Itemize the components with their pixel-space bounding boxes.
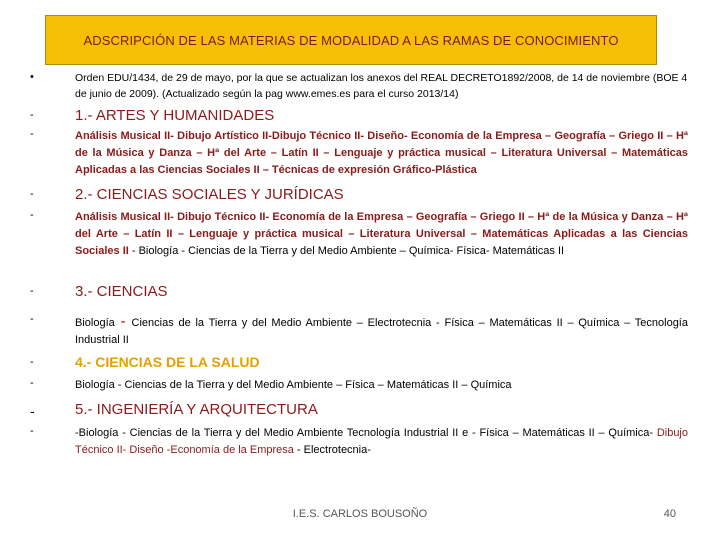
section-4-items: Biología - Ciencias de la Tierra y del Medio Ambiente – Física – Matemáticas II – Química [75,379,512,391]
footer-school: I.E.S. CARLOS BOUSOÑO [292,508,428,520]
page-title: ADSCRIPCIÓN DE LAS MATERIAS DE MODALIDAD A LAS RAMAS DE CONOCIMIENTO [83,32,619,48]
section-4-dash: - [30,356,34,368]
section-5-items-plain: -Biología - Ciencias de la Tierra y del Medio Ambiente Tecnología Industrial II e - Física – Matemáticas II – Química- [75,427,657,439]
section-3-items-a: Biología [75,317,115,329]
intro-bullet: • [30,71,34,83]
section-4-items-dash: - [30,377,34,389]
title-banner [45,15,657,65]
intro-text: Orden EDU/1434, de 29 de mayo, por la que se actualizan los anexos del REAL DECRETO1892/2008, de 14 de noviembre (BOE 4 de junio de 2009). (Actualizado según la pag www.emes.es para el curso 2013/14) [75,72,688,100]
section-1-items: Análisis Musical II- Dibujo Artístico II-Dibujo Técnico II- Diseño- Economía de la Empresa – Geografía – Griego II – Hª de la Música y Danza – Hª del Arte – Latín II – Lenguaje y práctica musical – Literatura Universal – Matemáticas Aplicadas a las Ciencias Sociales II – Técnicas de expresión Gráfico-Plástica [75,130,688,176]
page-number: 40 [663,508,676,520]
section-5-items-red: Dibujo Técnico II- Diseño -Economía de la Empresa [75,427,688,456]
section-1-dash: - [30,109,34,121]
section-3-dash: - [30,285,34,297]
section-4-heading: 4.- CIENCIAS DE LA SALUD [75,354,260,370]
section-5-heading: 5.- INGENIERÍA Y ARQUITECTURA [75,401,318,418]
section-3-heading: 3.- CIENCIAS [75,283,168,300]
section-1-heading: 1.- ARTES Y HUMANIDADES [75,107,275,124]
section-2-items-dash: - [30,209,34,221]
section-5-items-tail: - Electrotecnia- [293,444,371,456]
section-2-items-plain: - Biología - Ciencias de la Tierra y del Medio Ambiente – Química- Física- Matemáticas II [128,245,565,257]
section-2-dash: - [30,188,34,200]
section-5-items [75,425,688,459]
section-2-items [75,209,688,260]
section-5-dash: - [30,403,35,419]
section-1-items-dash: - [30,128,34,140]
section-5-items-dash: - [30,425,34,437]
section-3-separator: - [114,313,132,330]
section-3-items [75,313,688,349]
section-3-items-dash: - [30,313,34,325]
section-3-items-b: Ciencias de la Tierra y del Medio Ambiente – Electrotecnia - Física – Matemáticas II – Química – Tecnología Industrial II [75,317,688,346]
section-2-items-bold: Análisis Musical II- Dibujo Técnico II- Economía de la Empresa – Geografía – Griego II – Hª de la Música y Danza – Hª del Arte – Latín II – Lenguaje y práctica musical – Literatura Universal – Matemáticas Aplicadas a las Ciencias Sociales II [75,211,688,257]
section-2-heading: 2.- CIENCIAS SOCIALES Y JURÍDICAS [75,186,344,203]
